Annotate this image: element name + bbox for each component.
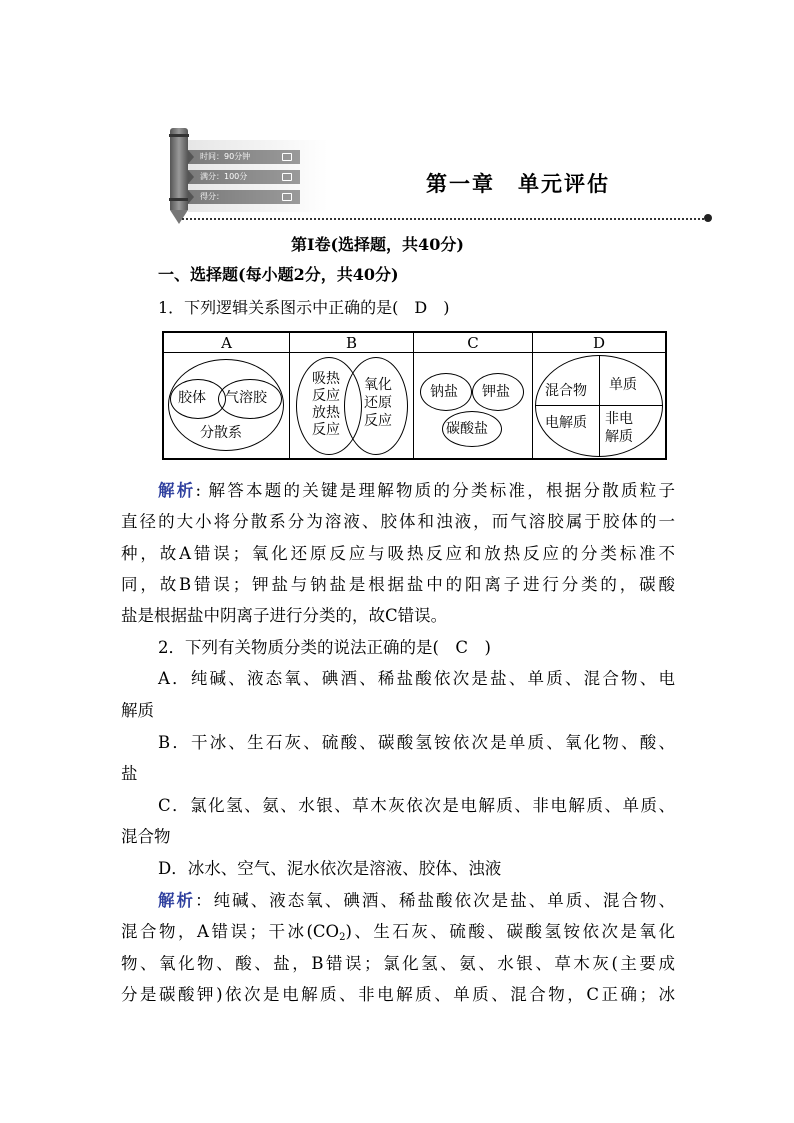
score-tag: 满分：100分 (188, 170, 300, 184)
q2-analysis-line: 混合物，A错误；干冰$(CO_2)$、生石灰、硫酸、碳酸氢铵依次是氧化 (121, 922, 675, 943)
section-title: 第Ⅰ卷(选择题，共40分) (291, 235, 464, 254)
clock-icon (282, 153, 292, 161)
q2-option-b: B．干冰、生石灰、硫酸、碳酸氢铵依次是单质、氧化物、酸、 (158, 733, 675, 752)
q2-option-c-cont: 混合物 (121, 827, 171, 846)
q2-analysis-line: 解析：纯碱、液态氧、碘酒、稀盐酸依次是盐、单质、混合物、 (158, 891, 676, 910)
logic-diagram-table (162, 331, 667, 460)
laptop-icon (282, 173, 292, 181)
header-divider (182, 218, 704, 220)
chapter-header (160, 128, 720, 228)
q2-option-c: C．氯化氢、氨、水银、草木灰依次是电解质、非电解质、单质、 (158, 796, 675, 815)
q1-analysis-line: 盐是根据盐中阴离子进行分类的，故C错误。 (121, 606, 448, 625)
q2-analysis-line: 物、氧化物、酸、盐，B错误；氯化氢、氨、水银、草木灰(主要成 (121, 954, 675, 973)
q2-stem: 2．下列有关物质分类的说法正确的是( C ) (158, 638, 491, 657)
q2-option-b-cont: 盐 (121, 764, 138, 783)
q1-stem: 1．下列逻辑关系图示中正确的是( D ) (158, 298, 450, 317)
q1-analysis-line: 同，故B错误；钾盐与钠盐是根据盐中的阳离子进行分类的，碳酸 (121, 575, 675, 594)
diagram-cell-c: C 钠盐 钾盐 碳酸盐 (414, 333, 533, 458)
divider-dot (704, 214, 712, 222)
analysis-label: 解析 (158, 481, 196, 500)
diagram-cell-b: B 吸热 反应 放热 反应 氧化 还原 反应 (290, 333, 414, 458)
q2-option-a: A．纯碱、液态氧、碘酒、稀盐酸依次是盐、单质、混合物、电 (158, 669, 675, 688)
q1-analysis-line: 种，故A错误；氧化还原反应与吸热反应和放热反应的分类标准不 (121, 544, 675, 563)
time-tag: 时间：90分钟 (188, 150, 300, 164)
cup-icon (282, 193, 292, 201)
q2-analysis-line: 分是碳酸钾)依次是电解质、非电解质、单质、混合物，C正确；冰 (121, 985, 675, 1004)
diagram-cell-d: D 混合物 单质 电解质 非电 解质 (533, 333, 665, 458)
analysis-label: 解析 (158, 891, 196, 910)
q1-analysis-line: 直径的大小将分散系分为溶液、胶体和浊液，而气溶胶属于胶体的一 (121, 512, 675, 531)
q1-analysis-line: 解析: 解答本题的关键是理解物质的分类标准，根据分散质粒子 (158, 481, 675, 500)
diagram-cell-a: A 胶体 气溶胶 分散系 (164, 333, 290, 458)
chapter-title: 第一章 单元评估 (426, 171, 610, 196)
part-title: 一、选择题(每小题2分，共40分) (158, 265, 399, 284)
result-tag: 得分： (188, 190, 300, 204)
q2-option-d: D．冰水、空气、泥水依次是溶液、胶体、浊液 (158, 859, 502, 878)
q2-option-a-cont: 解质 (121, 701, 154, 720)
